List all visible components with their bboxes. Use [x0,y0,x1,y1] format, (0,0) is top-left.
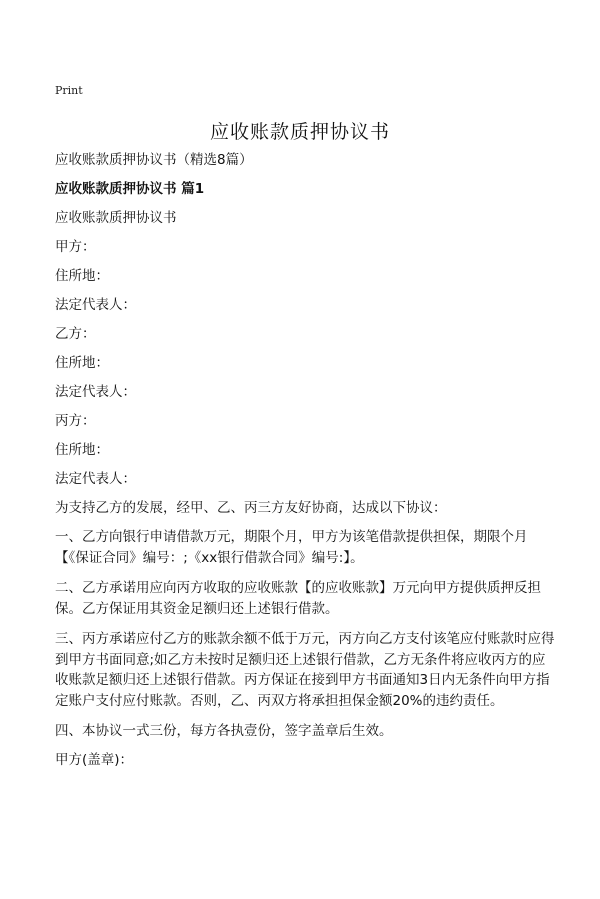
paragraph: 为支持乙方的发展，经甲、乙、丙三方友好协商，达成以下协议： [55,500,447,516]
paragraph: 住所地： [55,268,109,284]
paragraph: 法定代表人： [55,471,136,487]
document-body [55,150,555,779]
print-link[interactable]: Print [55,84,83,97]
paragraph: 丙方： [55,413,96,429]
paragraph: 法定代表人： [55,384,136,400]
paragraph: 二、乙方承诺用应向丙方收取的应收账款【的应收账款】万元向甲方提供质押反担保。乙方保证用其资金足额归还上述银行借款。 [55,580,541,617]
section-heading: 应收账款质押协议书 篇1 [55,181,205,197]
paragraph: 住所地： [55,442,109,458]
paragraph: 甲方： [55,239,96,255]
paragraph: 乙方： [55,326,96,342]
paragraph: 三、丙方承诺应付乙方的账款余额不低于万元，丙方向乙方支付该笔应付账款时应得到甲方书面同意;如乙方未按时足额归还上述银行借款，乙方无条件将应收丙方的应收账款足额归还上述银行借款。丙方保证在接到甲方书面通知3日内无条件向甲方指定账户支付应付账款。否则，乙、丙双方将承担担保金额20%的违约责任。 [55,631,555,709]
paragraph: 四、本协议一式三份，每方各执壹份，签字盖章后生效。 [55,723,393,739]
paragraph: 法定代表人： [55,297,136,313]
paragraph: 住所地： [55,355,109,371]
paragraph: 应收账款质押协议书 [55,210,177,226]
document-title: 应收账款质押协议书 [209,121,390,143]
paragraph: 一、乙方向银行申请借款万元，期限个月，甲方为该笔借款提供担保，期限个月【《保证合同》编号：;《xx银行借款合同》编号:】。 [55,529,528,566]
paragraph: 应收账款质押协议书（精选8篇） [55,152,253,168]
paragraph: 甲方(盖章)： [55,752,134,768]
